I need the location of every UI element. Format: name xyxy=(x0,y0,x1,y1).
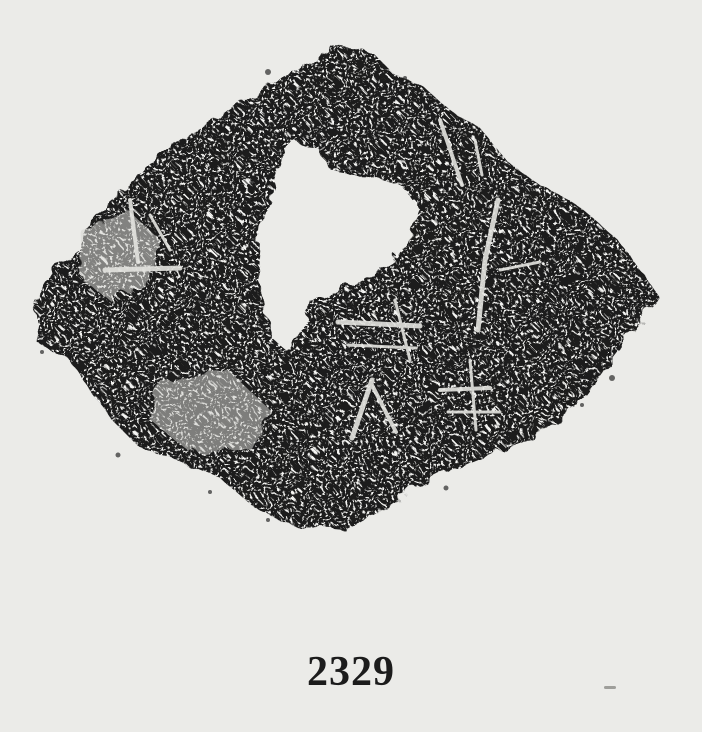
ink-speck xyxy=(265,69,271,75)
ink-speck xyxy=(403,76,407,80)
ink-speck xyxy=(266,518,270,522)
ink-speck xyxy=(580,403,584,407)
ink-speck xyxy=(208,490,212,494)
ink-speck xyxy=(609,375,615,381)
ink-speck xyxy=(444,486,449,491)
plate-number: 2329 xyxy=(307,649,395,695)
ink-speck xyxy=(116,453,121,458)
stroke-1 xyxy=(105,268,180,270)
ink-speck xyxy=(40,350,44,354)
stroke-12 xyxy=(440,388,490,390)
paper-blemish xyxy=(604,686,616,689)
